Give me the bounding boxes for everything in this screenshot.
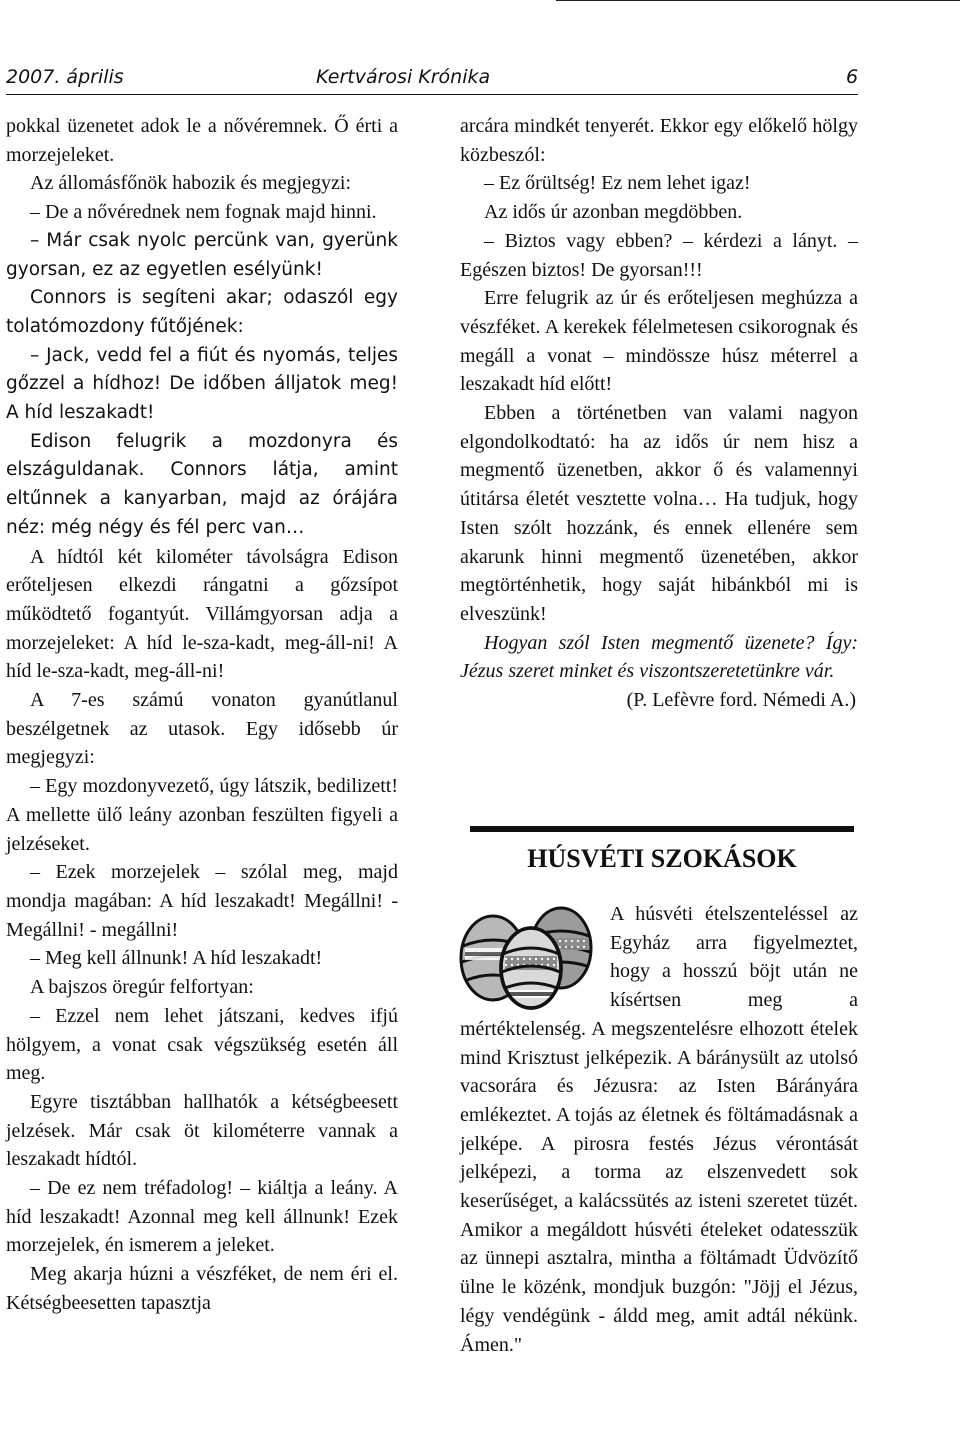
paragraph: – Egy mozdonyvezető, úgy látszik, bedilizett! A mellette ülő leány azonban feszülten figyeli a jelzéseket. [6, 775, 398, 855]
page-header [6, 66, 858, 92]
paragraph: Az idős úr azonban megdöbben. [484, 201, 743, 224]
paragraph: Erre felugrik az úr és erőteljesen meghúzza a vészféket. A kerekek félelmetesen csikorognak és megáll a vonat – mindössze húsz méterrel a leszakadt híd előtt! [460, 287, 858, 396]
header-rule [6, 94, 858, 95]
paragraph: – Ezek morzejelek – szólal meg, majd mondja magában: A híd leszakadt! Megállni! - Megállni! - megállni! [6, 861, 398, 941]
paragraph: – De a nővérednek nem fognak majd hinni. [30, 201, 377, 224]
paragraph: – Már csak nyolc percünk van, gyerünk gyorsan, ez az egyetlen esélyünk! [6, 229, 398, 280]
paragraph: – De ez nem tréfadolog! – kiáltja a leány. A híd leszakadt! Azonnal meg kell állnunk! Ezek morzejelek, én ismerem a jeleket. [6, 1177, 398, 1257]
header-publication: Kertvárosi Krónika [316, 66, 491, 88]
paragraph: Connors is segíteni akar; odaszól egy tolatómozdony fűtőjének: [6, 287, 398, 337]
paragraph: A 7-es számú vonaton gyanútlanul beszélgetnek az utasok. Egy idősebb úr megjegyzi: [6, 689, 398, 769]
paragraph: – Ez őrültség! Ez nem lehet igaz! [484, 172, 751, 195]
paragraph: A hídtól két kilométer távolságra Edison erőteljesen elkezdi rángatni a gőzsípot működtető fogantyút. Villámgyorsan adja a morzejeleket: A híd le-sza-kadt, meg-áll-ni! A híd le-sza-kadt, meg-áll-ni! [6, 545, 398, 683]
paragraph: – Jack, vedd fel a fiút és nyomás, teljes gőzzel a hídhoz! De időben álljatok meg! A híd leszakadt! [6, 344, 398, 424]
paragraph: Hogyan szól Isten megmentő üzenete? Így: Jézus szeret minket és viszontszeretetünkre vár. [460, 631, 858, 683]
paragraph: Meg akarja húzni a vészféket, de nem éri el. Kétségbeesetten tapasztja [6, 1263, 398, 1314]
section-divider [470, 826, 854, 832]
paragraph: arcára mindkét tenyerét. Ekkor egy előkelő hölgy közbeszól: [460, 115, 858, 166]
top-border-line [556, 0, 960, 1]
section-body [460, 900, 858, 1359]
paragraph: (P. Lefèvre ford. Némedi A.) [626, 689, 856, 712]
header-page-number: 6 [846, 66, 859, 88]
right-column [460, 112, 858, 715]
paragraph: Egyre tisztábban hallhatók a kétségbeesett jelzések. Már csak öt kilométerre vannak a leszakadt hídtól. [6, 1090, 398, 1171]
paragraph: Edison felugrik a mozdonyra és elszáguldanak. Connors látja, amint eltűnnek a kanyarban, majd az órájára néz: még négy és fél perc van… [6, 430, 398, 538]
paragraph: – Ezzel nem lehet játszani, kedves ifjú hölgyem, a vonat csak végszükség esetén áll meg. [6, 1004, 398, 1085]
paragraph: Ebben a történetben van valami nagyon elgondolkodtató: ha az idős úr nem hisz a megmentő üzenetben, akkor ő és valamennyi útitársa életét vesztette volna… Ha tudjuk, hogy Isten szólt hozzánk, és ennek ellenére sem akarunk hinni megmentő üzenetében, akkor megtörténhetik, hogy saját hibánkból mi is elveszünk! [460, 402, 858, 625]
left-column [6, 112, 398, 1318]
image-float-spacer [460, 900, 610, 1014]
paragraph: pokkal üzenetet adok le a nővéremnek. Ő érti a morzejeleket. [6, 115, 398, 166]
paragraph: – Biztos vagy ebben? – kérdezi a lányt. – Egészen biztos! De gyorsan!!! [460, 229, 858, 281]
section-paragraph: A húsvéti ételszenteléssel az Egyház arra figyelmeztet, hogy a hosszú böjt után ne kísértsen meg a mértéktelenség. A megszentelésre elhozott ételek mind Krisztust jelképezik. A báránysült az utolsó vacsorára és Jézusra: az Isten Bárányára emlékeztet. A tojás az életnek és föltámadásnak a jelképe. A pirosra festés Jézus vérontását jelképezi, a torma az elszenvedett sok keserűséget, a kalácssütés az isteni szeretet tüzét. Amikor a megáldott húsvéti ételeket odatesszük az ünnepi asztalra, mintha a föltámadt Üdvözítő ülne le közénk, mondjuk buzgón: "Jöjj el Jézus, légy vendégünk - áldd meg, amit adtál nékünk. Ámen." [460, 903, 858, 1356]
paragraph: – Meg kell állnunk! A híd leszakadt! [30, 947, 323, 970]
header-date: 2007. április [6, 66, 124, 88]
paragraph: A bajszos öregúr felfortyan: [30, 976, 254, 999]
paragraph: Az állomásfőnök habozik és megjegyzi: [30, 172, 352, 195]
section-title: HÚSVÉTI SZOKÁSOK [527, 844, 797, 873]
